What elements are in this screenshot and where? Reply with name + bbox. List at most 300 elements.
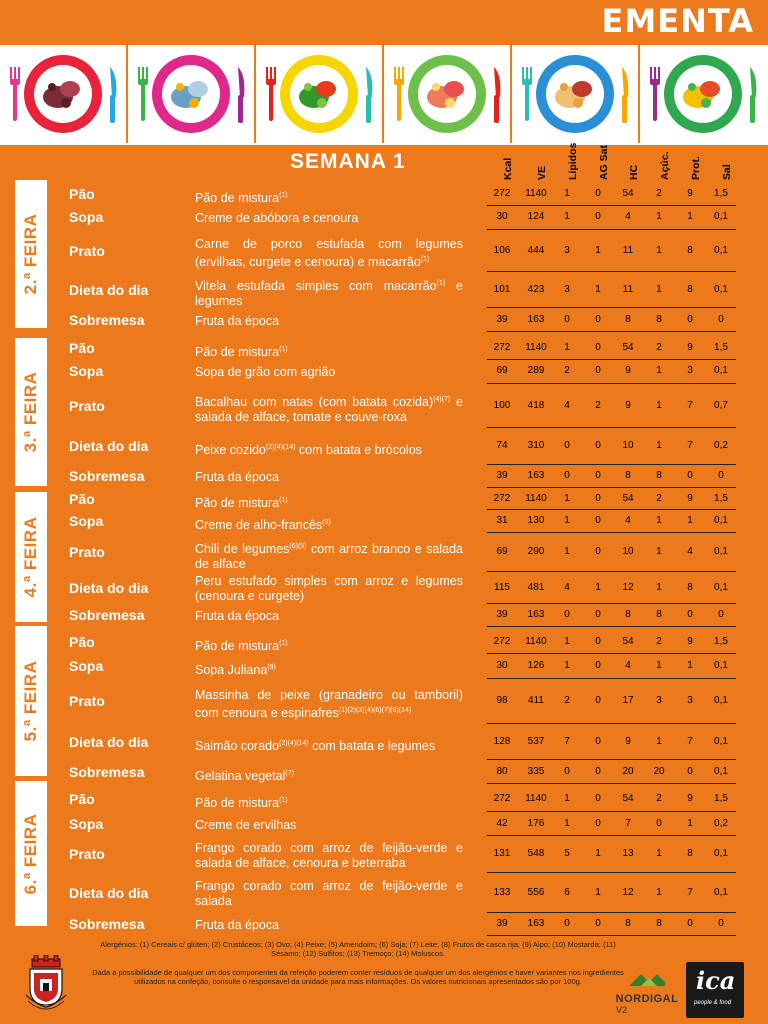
nutrition-value-agsat: 0 (595, 187, 601, 199)
nutrition-value-prot: 7 (687, 886, 693, 898)
dish-name: Fruta da época (195, 609, 280, 623)
menu-row (0, 873, 768, 913)
allergen-codes: (7) (285, 769, 294, 777)
nutrition-value-hc: 12 (622, 886, 634, 898)
category-label: Sopa (69, 209, 104, 225)
nutrition-value-agsat: 0 (595, 546, 601, 557)
nutrition-value-sal: 1,5 (714, 635, 728, 647)
nutrition-values (487, 654, 736, 679)
nutrition-value-hc: 9 (625, 365, 631, 376)
dish-name: Fruta da época (195, 470, 280, 484)
nutrition-value-agsat: 0 (595, 313, 601, 325)
nutrition-value-lpidos: 0 (564, 918, 570, 929)
nutrition-value-lpidos: 3 (564, 244, 570, 256)
allergen-codes: (1) (420, 256, 430, 263)
menu-row (0, 836, 768, 873)
nutrition-value-ac: 8 (656, 313, 662, 325)
category-label: Sopa (69, 363, 104, 379)
column-header-label: AG Sat (598, 144, 610, 180)
dish-name: Peru estufado simples com arroz e legumes (cenoura e curgete) (195, 574, 463, 603)
nutrition-value-ac: 1 (656, 848, 662, 859)
nutrition-value-kcal: 272 (493, 341, 511, 353)
allergen-codes: (6)(9) (289, 542, 307, 550)
category-label: Sobremesa (69, 468, 145, 484)
dish-description (195, 515, 463, 533)
nutrition-value-sal: 0,1 (714, 244, 728, 256)
allergen-codes: (1) (279, 345, 288, 353)
column-header-4 (622, 150, 646, 180)
nutrition-values (487, 359, 736, 384)
nutrition-value-hc: 11 (622, 283, 634, 295)
salmon-plate-icon (384, 45, 512, 143)
dish-name: Carne de porco estufada com legumes (ervilhas, curgete e cenoura) e macarrão (195, 237, 463, 270)
nutrition-value-agsat: 1 (595, 283, 601, 295)
nutrition-value-prot: 9 (687, 341, 693, 353)
nutrition-value-sal: 0,1 (714, 765, 728, 777)
day-label: 3.ª FEIRA (21, 371, 40, 453)
nutrition-value-sal: 0,1 (714, 848, 728, 859)
nutrition-values (487, 812, 736, 836)
column-header-label: Açúc. (659, 151, 671, 180)
nutrition-value-lpidos: 0 (564, 470, 570, 481)
dish-description (195, 237, 463, 270)
nutrition-value-agsat: 1 (595, 886, 601, 898)
category-label: Dieta do dia (69, 438, 149, 454)
nutrition-value-ve: 1140 (525, 341, 547, 353)
nutrition-value-lpidos: 4 (564, 581, 570, 593)
allergen-codes: (1) (279, 639, 288, 647)
nutrition-values (487, 230, 736, 272)
nutrition-value-kcal: 106 (493, 244, 511, 256)
column-header-5 (653, 150, 677, 180)
dish-name: Salmão corado (195, 738, 280, 753)
nutrition-values (487, 272, 736, 308)
nutrition-values (487, 428, 736, 465)
nutrition-value-ve: 163 (527, 470, 545, 481)
nutrition-value-hc: 54 (622, 792, 634, 804)
nutrition-value-sal: 0,1 (714, 695, 728, 706)
nutrition-value-agsat: 0 (595, 440, 601, 451)
nutrition-value-kcal: 42 (496, 817, 508, 829)
menu-row (0, 182, 768, 206)
nutrition-value-kcal: 272 (493, 792, 511, 804)
nutrition-value-agsat: 0 (595, 635, 601, 647)
disclaimer-note: Dada a possibilidade de qualquer um dos componentes da refeição poderem conter resíduos de qualquer um dos alergénios e haver variantes nos ingredientes utilizados na confeção, consulte o responsável da unidade para mais informações. Os valores nutricionais apresentados são por 100g. (92, 968, 624, 986)
dish-name-continued: com arroz branco e salada de alface (195, 541, 463, 571)
nutrition-value-sal: 0,1 (714, 283, 728, 295)
nutrition-value-kcal: 39 (496, 918, 508, 929)
nutrition-value-ve: 411 (528, 695, 544, 706)
nutrition-value-prot: 9 (687, 493, 693, 504)
dish-name: Frango corado com arroz de feijão-verde e salada de alface, cenoura e beterraba (195, 840, 463, 870)
nordigal-mark-icon (627, 970, 667, 988)
nutrition-value-sal: 0,1 (714, 211, 728, 222)
nutrition-values (487, 384, 736, 428)
nutrition-value-ve: 1140 (525, 493, 547, 504)
nutrition-value-sal: 1,5 (714, 493, 728, 504)
nutrition-value-sal: 0 (718, 609, 724, 620)
nutrition-value-kcal: 133 (493, 886, 511, 898)
nutrition-value-agsat: 0 (595, 735, 601, 747)
nutrition-value-hc: 4 (625, 660, 631, 671)
nutrition-value-lpidos: 2 (564, 695, 570, 706)
dish-name: Creme de ervilhas (195, 817, 297, 832)
category-label: Pão (69, 790, 95, 807)
nutrition-value-lpidos: 2 (564, 365, 570, 376)
column-header-label: Kcal (502, 157, 514, 180)
dish-name: Pão de mistura (195, 344, 280, 359)
allergens-note: Alergénios: (1) Cereais c/ glúten; (2) Crustáceos; (3) Ovo; (4) Peixe; (5) Amendoim; (6) Soja; (7) Leite; (8) Frutos de casca rija; (9) Aipo; (10) Mostarda; (11) Sésamo; (12) Sulfitos; (13) Tremoço; (14) Moluscos. (100, 940, 616, 958)
nutrition-value-ac: 3 (656, 695, 662, 706)
nutrition-value-ve: 548 (527, 848, 545, 859)
menu-row (0, 489, 768, 510)
nutrition-values (487, 630, 736, 654)
dish-description (195, 766, 463, 784)
dish-description (195, 342, 463, 360)
nutrition-value-prot: 8 (687, 283, 693, 295)
category-label: Prato (69, 846, 105, 862)
nutrition-value-sal: 0,1 (714, 546, 728, 557)
nutrition-value-lpidos: 1 (564, 817, 570, 829)
nutrition-value-ac: 2 (656, 341, 662, 353)
column-header-label: Lípidos (567, 142, 579, 180)
nutrition-value-ve: 290 (527, 546, 545, 557)
menu-row (0, 384, 768, 428)
nutrition-value-ve: 289 (527, 365, 545, 376)
nutrition-value-sal: 0,1 (714, 581, 728, 593)
nutrition-value-prot: 0 (687, 765, 693, 777)
menu-row (0, 604, 768, 627)
menu-row (0, 359, 768, 384)
column-header-2 (561, 142, 585, 180)
nutrition-value-sal: 0,1 (714, 735, 728, 747)
menu-row (0, 812, 768, 836)
dish-description (195, 440, 463, 458)
column-header-label: Sal (721, 164, 733, 180)
nutrition-value-sal: 0 (718, 918, 724, 929)
nutrition-value-ac: 1 (656, 365, 662, 376)
nutrition-value-prot: 0 (687, 470, 693, 481)
dish-description (195, 211, 463, 226)
category-label: Dieta do dia (69, 733, 149, 750)
nutrition-value-kcal: 115 (494, 581, 510, 593)
dish-name: Pão de mistura (195, 190, 280, 205)
nutrition-value-ac: 2 (656, 493, 662, 504)
nutrition-values (487, 572, 736, 604)
nutrition-value-agsat: 0 (595, 695, 601, 706)
nutrition-value-prot: 0 (687, 313, 693, 325)
nutrition-value-ac: 1 (656, 886, 662, 898)
nutrition-value-hc: 8 (625, 609, 631, 620)
menu-row (0, 465, 768, 488)
menu-row (0, 308, 768, 332)
nutrition-value-ac: 1 (656, 515, 662, 526)
dish-description (195, 314, 463, 329)
nutrition-values (487, 336, 736, 360)
fish-plate-icon (128, 45, 256, 143)
dish-name-continued: e salada de alface, tomate e couve-roxa (195, 395, 463, 425)
dish-description (195, 493, 463, 511)
dish-name-continued: com batata e brócolos (295, 443, 422, 458)
nutrition-value-hc: 10 (622, 546, 634, 557)
dish-name: Massinha de peixe (granadeiro ou tamboril) com cenoura e espinafres (195, 687, 463, 720)
nutrition-value-ac: 1 (656, 735, 662, 747)
dish-name: Creme de abóbora e cenoura (195, 211, 359, 225)
nutrition-value-lpidos: 1 (564, 660, 570, 671)
nutrition-value-agsat: 0 (595, 515, 601, 526)
dish-description (195, 188, 463, 206)
nutrition-value-lpidos: 1 (564, 546, 570, 557)
nutrition-value-agsat: 0 (595, 817, 601, 829)
nutrition-value-kcal: 31 (496, 515, 508, 526)
category-label: Sobremesa (69, 916, 145, 932)
nutrition-value-ve: 481 (527, 581, 545, 593)
menu-row (0, 786, 768, 812)
allergen-codes: (1) (279, 497, 288, 504)
nutrition-value-hc: 7 (625, 817, 631, 829)
nutrition-value-prot: 4 (687, 546, 693, 557)
nutrition-value-ac: 2 (656, 187, 662, 199)
nutrition-value-kcal: 80 (496, 765, 508, 777)
column-header-label: Prot. (690, 156, 702, 180)
dish-name: Pão de mistura (195, 795, 280, 810)
nutrition-value-lpidos: 1 (564, 635, 570, 647)
nutrition-value-agsat: 2 (595, 399, 601, 411)
nutrition-value-kcal: 69 (496, 365, 508, 376)
nutrition-value-ve: 126 (527, 660, 545, 671)
nutrition-value-ve: 537 (527, 735, 545, 747)
nutrition-value-hc: 8 (625, 918, 631, 929)
category-label: Sopa (69, 815, 104, 832)
menu-row (0, 724, 768, 760)
nutrition-value-kcal: 39 (496, 609, 508, 620)
nutrition-value-kcal: 39 (496, 470, 508, 481)
dish-description (195, 636, 463, 654)
nutrition-value-ve: 418 (527, 399, 545, 411)
nutrition-values (487, 786, 736, 812)
nutrition-value-ac: 1 (656, 660, 662, 671)
nordigal-name: NORDIGAL (615, 993, 679, 1005)
menu-row (0, 913, 768, 936)
day-label: 4.ª FEIRA (21, 516, 40, 598)
menu-row (0, 630, 768, 654)
nutrition-values (487, 465, 736, 488)
nutrition-values (487, 489, 736, 510)
nutrition-value-prot: 9 (687, 635, 693, 647)
nutrition-values (487, 760, 736, 784)
nutrition-value-kcal: 131 (493, 848, 511, 859)
nutrition-value-sal: 0,2 (714, 440, 728, 451)
column-header-label: HC (628, 164, 640, 180)
nutrition-value-agsat: 0 (595, 792, 601, 804)
nutrition-value-kcal: 272 (493, 635, 511, 647)
nutrition-values (487, 182, 736, 206)
nutrition-value-hc: 20 (622, 765, 634, 777)
menu-row (0, 336, 768, 360)
nutrition-value-agsat: 0 (595, 211, 601, 222)
nutrition-value-sal: 0,1 (714, 886, 728, 898)
nutrition-value-prot: 7 (687, 399, 693, 411)
menu-row (0, 654, 768, 679)
nutrition-value-sal: 0,1 (714, 515, 728, 526)
nutrition-value-hc: 12 (622, 581, 634, 593)
menu-row (0, 510, 768, 533)
nutrition-value-kcal: 128 (493, 735, 511, 747)
plates-banner (0, 45, 768, 145)
nutrition-value-ve: 176 (527, 817, 545, 829)
menu-row (0, 572, 768, 604)
column-header-3 (592, 144, 616, 180)
dish-description (195, 793, 463, 811)
dish-description (195, 609, 463, 624)
nutrition-values (487, 308, 736, 332)
nutrition-value-lpidos: 0 (564, 313, 570, 325)
nutrition-value-agsat: 1 (595, 244, 601, 256)
nutrition-value-ac: 1 (656, 283, 662, 295)
dish-name: Fruta da época (195, 918, 280, 932)
nutrition-value-hc: 9 (625, 735, 631, 747)
nutrition-value-kcal: 272 (493, 187, 511, 199)
category-label: Dieta do dia (69, 579, 149, 596)
dish-description (195, 392, 463, 425)
meat-plate-icon (0, 45, 128, 143)
nutrition-value-prot: 3 (687, 695, 693, 706)
dish-name: Pão de mistura (195, 496, 280, 511)
nutrition-value-hc: 13 (622, 848, 634, 859)
dish-name-continued: com batata e legumes (308, 738, 436, 753)
dish-description (195, 818, 463, 833)
dish-description (195, 736, 463, 754)
nutrition-value-kcal: 74 (496, 440, 508, 451)
column-header-6 (684, 150, 708, 180)
version-label: V2 (616, 1005, 628, 1015)
nutrition-value-ac: 2 (656, 792, 662, 804)
nutrition-values (487, 533, 736, 572)
allergen-codes: (1) (279, 796, 288, 804)
nutrition-value-hc: 4 (625, 515, 631, 526)
dish-name: Chili de legumes (195, 541, 290, 556)
menu-row (0, 679, 768, 724)
nutrition-value-agsat: 0 (595, 609, 601, 620)
day-label: 2.ª FEIRA (21, 213, 40, 295)
category-label: Dieta do dia (69, 281, 149, 298)
nutrition-value-ve: 163 (527, 918, 545, 929)
nutrition-value-prot: 7 (687, 735, 693, 747)
nutrition-value-kcal: 100 (493, 399, 511, 411)
allergen-codes: (4)(7) (433, 396, 451, 403)
nutrition-value-kcal: 30 (496, 211, 508, 222)
dish-description (195, 539, 463, 572)
category-label: Prato (69, 693, 105, 709)
dish-name: Fruta da época (195, 313, 280, 328)
nutrition-value-lpidos: 6 (564, 886, 570, 898)
nutrition-value-agsat: 0 (595, 365, 601, 376)
nutrition-value-sal: 1,5 (714, 792, 728, 804)
nutrition-value-ac: 1 (656, 581, 662, 593)
nutrition-value-agsat: 0 (595, 341, 601, 353)
nutrition-value-prot: 9 (687, 792, 693, 804)
day-label: 6.ª FEIRA (21, 813, 40, 894)
nutrition-value-agsat: 0 (595, 493, 601, 504)
category-label: Sobremesa (69, 311, 145, 328)
week-title: SEMANA 1 (290, 150, 406, 173)
nutrition-value-ve: 130 (527, 515, 545, 526)
page-title: EMENTA (601, 2, 754, 40)
nutrition-value-agsat: 1 (595, 581, 601, 593)
menu-row (0, 230, 768, 272)
municipal-crest-logo (22, 955, 70, 1018)
nutrition-value-prot: 1 (687, 515, 693, 526)
dish-description (195, 365, 463, 380)
nutrition-value-hc: 54 (622, 187, 634, 199)
dish-description (195, 276, 463, 309)
nutrition-value-lpidos: 1 (564, 211, 570, 222)
day-label: 5.ª FEIRA (21, 660, 40, 742)
dish-description (195, 660, 463, 678)
dish-name: Frango corado com arroz de feijão-verde e salada (195, 879, 463, 908)
nutrition-values (487, 510, 736, 533)
nutrition-value-hc: 10 (622, 440, 634, 451)
menu-row (0, 533, 768, 572)
nutrition-value-prot: 3 (687, 365, 693, 376)
nutrition-value-ac: 1 (656, 546, 662, 557)
nutrition-value-lpidos: 1 (564, 187, 570, 199)
allergen-codes: (9) (322, 519, 331, 526)
dish-name-continued: e legumes (195, 279, 463, 309)
dish-name: Creme de alho-francês (195, 518, 323, 533)
category-label: Sobremesa (69, 607, 145, 623)
dish-name: Sopa Juliana (195, 663, 268, 678)
nutrition-value-lpidos: 3 (564, 283, 570, 295)
dish-name: Bacalhau com natas (com batata cozida) (195, 395, 434, 410)
nutrition-value-lpidos: 4 (564, 399, 570, 411)
nutrition-value-prot: 7 (687, 440, 693, 451)
category-label: Pão (69, 633, 95, 650)
nutrition-value-agsat: 0 (595, 918, 601, 929)
nutrition-value-hc: 8 (625, 470, 631, 481)
ica-wordmark: ica (696, 966, 736, 995)
nutrition-value-sal: 0,1 (714, 660, 728, 671)
nutrition-value-prot: 1 (687, 660, 693, 671)
column-header-label: VE (536, 165, 548, 180)
dish-description (195, 841, 463, 871)
nutrition-value-lpidos: 5 (564, 848, 570, 859)
menu-row (0, 205, 768, 230)
nutrition-value-prot: 0 (687, 918, 693, 929)
nutrition-value-lpidos: 1 (564, 515, 570, 526)
nutrition-value-lpidos: 0 (564, 765, 570, 777)
nutrition-values (487, 873, 736, 913)
nutrition-value-agsat: 0 (595, 660, 601, 671)
nutrition-values (487, 205, 736, 230)
nutrition-value-sal: 0,7 (714, 399, 728, 411)
nutrition-value-ac: 8 (656, 609, 662, 620)
category-label: Sobremesa (69, 763, 145, 780)
nutrition-value-lpidos: 1 (564, 792, 570, 804)
dish-description (195, 470, 463, 485)
category-label: Pão (69, 339, 95, 356)
nutrition-value-ve: 1140 (525, 635, 547, 647)
nutrition-value-ve: 335 (527, 765, 545, 777)
nutrition-value-ve: 1140 (525, 792, 547, 804)
nutrition-value-ve: 163 (527, 609, 545, 620)
menu-row (0, 272, 768, 308)
nutrition-value-sal: 1,5 (714, 187, 728, 199)
nutrition-value-ve: 163 (527, 313, 545, 325)
nutrition-value-ve: 1140 (525, 187, 547, 199)
vegetable-plate-icon (640, 45, 766, 143)
category-label: Prato (69, 544, 105, 560)
